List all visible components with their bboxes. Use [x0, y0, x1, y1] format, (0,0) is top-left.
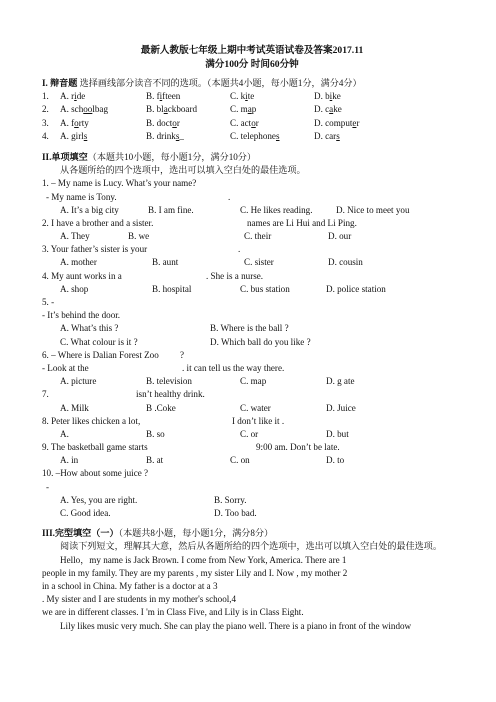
- question-text: 5. -: [42, 297, 55, 307]
- option-a: A. picture: [60, 376, 97, 387]
- question-stem: 2. I have a brother and a sister.: [42, 217, 154, 228]
- underlined-letters: a: [329, 104, 334, 115]
- question-text: [42, 481, 462, 494]
- question-text: [42, 217, 462, 230]
- option-text: rty: [78, 117, 89, 128]
- question-stem: 3. Your father’s sister is your: [42, 244, 148, 255]
- question-stem-tail: . She is a nurse.: [206, 270, 264, 281]
- passage-text: Lily likes music very much. She can play the piano well. There is a piano in front of the window: [60, 620, 412, 631]
- question-stem: 8. Peter likes chicken a lot,: [42, 415, 141, 426]
- option-text: r: [176, 117, 180, 128]
- underlined-letters: s: [336, 130, 340, 141]
- option-d: [314, 103, 342, 116]
- section-title: III.完型填空（一）: [42, 528, 119, 539]
- passage-line: [42, 620, 462, 633]
- underlined-letters: s: [83, 130, 88, 141]
- question-answer: - My name is Tony.: [46, 191, 117, 202]
- option-a: A. They: [60, 231, 90, 242]
- options-row: [42, 507, 462, 520]
- question-text: 1. – My name is Lucy. What’s your name?: [42, 178, 197, 189]
- option-b: B. at: [146, 455, 164, 466]
- option-text: B. bl: [146, 104, 164, 115]
- question-text: [42, 191, 462, 204]
- option-text: ke: [333, 104, 342, 115]
- options-row: [42, 256, 462, 269]
- passage-line: [42, 593, 462, 606]
- option-a: A. Milk: [60, 402, 89, 413]
- question-stem: 4. My aunt works in a: [42, 270, 122, 281]
- option-a: A. in: [60, 455, 79, 466]
- option-b: B. Where is the ball ?: [210, 323, 289, 334]
- option-b: B. so: [146, 428, 165, 439]
- section-instruction: 阅读下列短文，理解其大意，然后从各题所给的四个选项中，选出可以填入空白处的最佳选项。: [60, 541, 442, 552]
- page-subtitle: 满分100分 时间60分钟: [205, 59, 299, 70]
- section-single-choice: [42, 151, 462, 520]
- option-c: C. their: [244, 231, 272, 242]
- question-stem: 6. – Where is Dalian Forest Zoo: [42, 349, 159, 360]
- option-text: D. c: [314, 104, 330, 115]
- option-c: [230, 117, 259, 130]
- option-a: A. shop: [60, 283, 89, 294]
- option-text: C. m: [230, 104, 248, 115]
- option-d: [314, 130, 340, 143]
- option-text: te: [247, 91, 255, 102]
- option-b: [146, 90, 180, 103]
- option-d: D. Too bad.: [214, 508, 257, 518]
- option-d: D. Juice: [326, 402, 356, 413]
- underlined-letters: o: [172, 117, 177, 128]
- question-stem-tail: isn’t healthy drink.: [136, 389, 205, 400]
- option-c: C. water: [240, 402, 271, 413]
- blank-dot: .: [238, 244, 241, 255]
- passage-text: in a school in China. My father is a doctor at a 3: [42, 580, 218, 591]
- options-row: [42, 336, 462, 349]
- passage-text: people in my family. They are my parents , my sister Lily and I. Now , my mother 2: [42, 567, 348, 578]
- option-d: D. cousin: [328, 257, 363, 268]
- section-heading: [42, 527, 462, 540]
- phonetics-items: [42, 90, 462, 143]
- option-d: D. g ate: [326, 376, 355, 387]
- option-text: ke: [332, 91, 341, 102]
- question-number: 4.: [42, 130, 49, 141]
- underlined-letters: o: [251, 117, 256, 128]
- option-a: A. Yes, you are right.: [60, 494, 138, 505]
- question-number: 1.: [42, 91, 49, 102]
- underlined-letters: i: [74, 91, 77, 102]
- question-stem-tail: . it can tell us the way there.: [182, 362, 285, 373]
- phonetics-row: [42, 103, 462, 116]
- section-title: I. 辩音题: [42, 78, 78, 88]
- option-text: B. doct: [146, 117, 173, 128]
- underlined-letters: o: [74, 117, 79, 128]
- option-d: D. our: [328, 231, 352, 242]
- question-text: 10. –How about some juice ?: [42, 468, 149, 479]
- question-mark: ?: [180, 349, 185, 360]
- option-d: D. police station: [326, 283, 386, 294]
- options-row: [42, 375, 462, 388]
- option-text: A. f: [60, 117, 75, 128]
- question-text: [42, 362, 462, 375]
- option-text: p: [251, 104, 257, 115]
- exam-page: [42, 44, 462, 633]
- phonetics-row: [42, 90, 462, 103]
- section-heading: [42, 77, 462, 90]
- option-text: A. r: [60, 91, 75, 102]
- option-c: C. on: [230, 455, 250, 466]
- question-stem: 9. The basketball game starts: [42, 442, 148, 453]
- question-stem-tail: I don’t like it .: [232, 415, 285, 426]
- question-number: 3.: [42, 117, 49, 128]
- option-text: B. f: [146, 91, 160, 102]
- question-text: [42, 349, 462, 362]
- question-text: [42, 388, 462, 401]
- option-text: D. car: [314, 130, 337, 141]
- option-b: B. Sorry.: [214, 494, 247, 505]
- option-d: D. Nice to meet you: [336, 204, 410, 215]
- option-b: B .Coke: [146, 402, 176, 413]
- option-text: _: [179, 130, 184, 141]
- option-c: C. sister: [244, 257, 274, 268]
- options-row: [42, 204, 462, 217]
- option-b: B. we: [128, 231, 150, 242]
- options-row: [42, 322, 462, 335]
- option-b: B. hospital: [152, 283, 192, 294]
- option-c: C. What colour is it ?: [60, 336, 138, 347]
- underlined-letters: a: [247, 104, 252, 115]
- options-row: [42, 283, 462, 296]
- option-text: D. b: [314, 91, 330, 102]
- option-text: A. girl: [60, 130, 84, 141]
- question-number: 2.: [42, 104, 49, 115]
- underlined-letters: s: [275, 130, 280, 141]
- option-text: C. act: [230, 117, 252, 128]
- option-a: A. What’s this ?: [60, 323, 119, 334]
- underlined-letters: i: [329, 91, 333, 102]
- passage-line: [42, 606, 462, 619]
- option-text: lbag: [92, 104, 109, 115]
- option-b: B. television: [146, 376, 192, 387]
- options-row: [42, 428, 462, 441]
- question-text: [42, 243, 462, 256]
- passage-line: [42, 554, 462, 567]
- option-text: C. k: [230, 91, 246, 102]
- underlined-letters: s: [175, 130, 180, 141]
- page-title: 最新人教版七年级上期中考试英语试卷及答案2017.11: [140, 45, 364, 56]
- blank-dot: .: [228, 191, 231, 202]
- underlined-letters: e: [352, 117, 357, 128]
- section-title: II.单项填空: [42, 151, 88, 162]
- underlined-letters: i: [245, 91, 248, 102]
- option-b: [146, 103, 197, 116]
- option-d: D. but: [326, 428, 349, 439]
- option-b: B. I am fine.: [148, 204, 194, 215]
- question-stem-tail: names are Li Hui and Li Ping.: [247, 217, 357, 228]
- option-c: C. map: [240, 376, 267, 387]
- option-d: D. Which ball do you like ?: [210, 336, 311, 347]
- section-description: 选择画线部分读音不同的选项。（本题共4小题，每小题1分，满分4分）: [79, 78, 362, 88]
- option-a: [60, 90, 85, 103]
- passage-line: [42, 580, 462, 593]
- option-a: A. mother: [60, 257, 97, 268]
- option-text: fteen: [162, 91, 181, 102]
- option-d: D. to: [326, 455, 345, 466]
- options-row: [42, 454, 462, 467]
- option-d: [314, 117, 359, 130]
- section-heading: [42, 151, 462, 164]
- option-c: C. He likes reading.: [240, 204, 313, 215]
- option-text: D. comput: [314, 117, 353, 128]
- option-a: A.: [60, 428, 69, 439]
- option-text: ckboard: [167, 104, 198, 115]
- question-text: [42, 270, 462, 283]
- passage-text: Hello，my name is Jack Brown. I come from New York, America. There are 1: [60, 554, 347, 565]
- question-stem: 7.: [42, 389, 49, 400]
- phonetics-row: [42, 117, 462, 130]
- option-a: [60, 103, 108, 116]
- option-text: B. drink: [146, 130, 176, 141]
- section-phonetics: [42, 77, 462, 143]
- section-instruction: 从各题所给的四个选项中，选出可以填入空白处的最佳选项。: [60, 165, 306, 176]
- passage-text: we are in different classes. I 'm in Class Five, and Lily is in Class Eight.: [42, 607, 304, 618]
- underlined-letters: a: [163, 104, 168, 115]
- section-cloze: [42, 527, 462, 633]
- section-description: （本题共10小题，每小题1分，满分10分）: [87, 151, 256, 162]
- underlined-letters: oo: [83, 104, 93, 115]
- options-row: [42, 230, 462, 243]
- question-stem-tail: 9:00 am. Don’t be late.: [256, 442, 340, 453]
- option-c: [230, 130, 280, 143]
- option-text: de: [76, 91, 86, 102]
- option-c: C. bus station: [240, 283, 290, 294]
- option-c: C. Good idea.: [60, 508, 111, 518]
- option-text: C. telephone: [230, 130, 276, 141]
- option-b: [146, 117, 180, 130]
- option-a: [60, 117, 89, 130]
- options-row: [42, 402, 462, 415]
- passage-line: [42, 567, 462, 580]
- options-row: [42, 494, 462, 507]
- phonetics-row: [42, 130, 462, 143]
- option-d: [314, 90, 341, 103]
- option-text: A. sch: [60, 104, 84, 115]
- question-answer: -: [46, 481, 50, 492]
- option-a: A. It’s a big city: [60, 204, 119, 215]
- option-c: C. or: [240, 428, 259, 439]
- option-a: [60, 130, 87, 143]
- option-b: B. aunt: [152, 257, 179, 268]
- option-b: [146, 130, 184, 143]
- option-c: [230, 90, 254, 103]
- question-stem: - Look at the: [42, 362, 89, 373]
- option-text: r: [255, 117, 259, 128]
- option-c: [230, 103, 256, 116]
- question-text: [42, 441, 462, 454]
- passage-text: . My sister and I are students in my mother's school,4: [42, 594, 237, 605]
- question-text: - It’s behind the door.: [42, 310, 121, 321]
- question-text: [42, 415, 462, 428]
- section-description: （本题共8小题，每小题1分，满分8分）: [118, 528, 274, 539]
- underlined-letters: i: [159, 91, 163, 102]
- option-text: r: [356, 117, 360, 128]
